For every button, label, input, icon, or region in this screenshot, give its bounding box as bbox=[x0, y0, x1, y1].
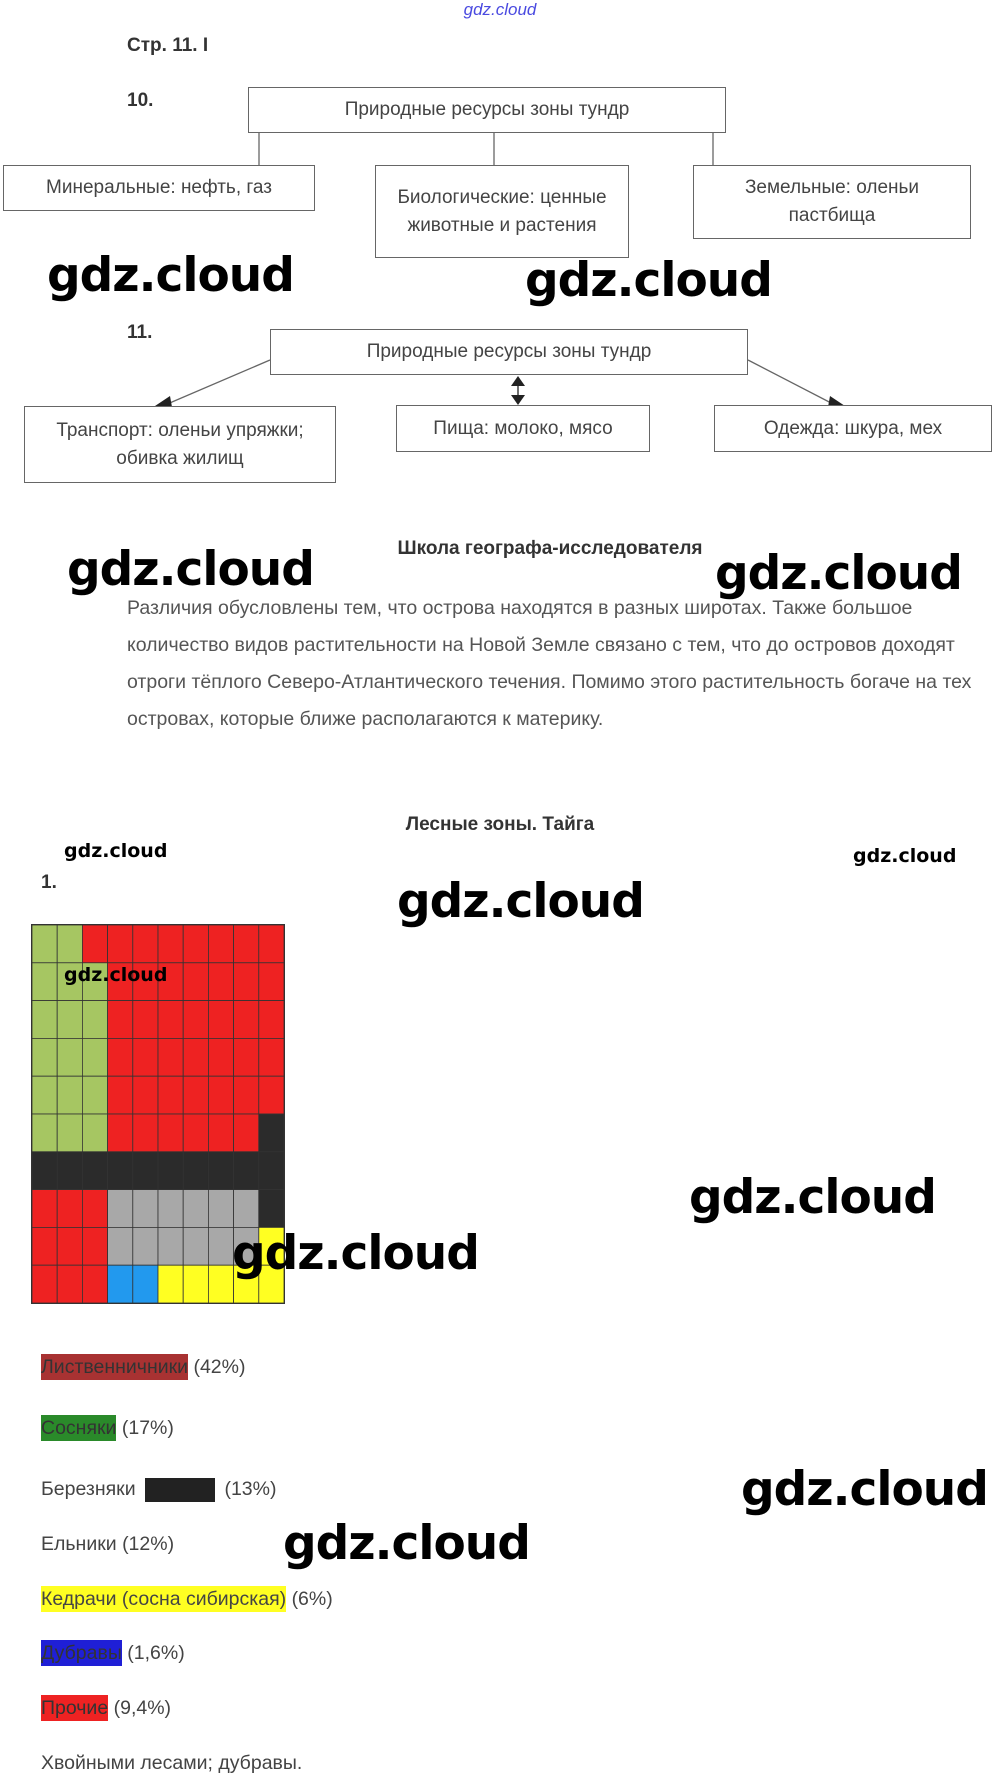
grid-cell-larch bbox=[133, 1114, 158, 1152]
grid-cell-larch bbox=[208, 1001, 233, 1039]
grid-cell-pine bbox=[82, 1001, 107, 1039]
legend-value: (6%) bbox=[291, 1588, 333, 1610]
grid-cell-larch bbox=[234, 1076, 259, 1114]
grid-cell-other bbox=[32, 1227, 57, 1265]
grid-cell-birch bbox=[259, 1114, 284, 1152]
watermark: gdz.cloud bbox=[525, 253, 772, 308]
grid-cell-other bbox=[82, 1227, 107, 1265]
watermark: gdz.cloud bbox=[67, 542, 314, 597]
grid-cell-cedar bbox=[183, 1265, 208, 1303]
grid-cell-spruce bbox=[208, 1190, 233, 1228]
grid-cell-cedar bbox=[208, 1265, 233, 1303]
legend-item-other bbox=[41, 1697, 171, 1720]
grid-cell-larch bbox=[234, 1038, 259, 1076]
watermark: gdz.cloud bbox=[47, 248, 294, 303]
grid-cell-larch bbox=[158, 1076, 183, 1114]
forest-answer: Хвойными лесами; дубравы. bbox=[41, 1752, 303, 1774]
grid-cell-larch bbox=[259, 1001, 284, 1039]
grid-cell-birch bbox=[32, 1152, 57, 1190]
grid-cell-larch bbox=[259, 1038, 284, 1076]
legend-item-pine bbox=[41, 1417, 174, 1440]
grid-cell-pine bbox=[32, 1001, 57, 1039]
task-10-number: 10. bbox=[127, 90, 154, 111]
grid-cell-other bbox=[57, 1190, 82, 1228]
grid-cell-birch bbox=[259, 1190, 284, 1228]
grid-cell-spruce bbox=[108, 1227, 133, 1265]
grid-cell-larch bbox=[108, 1076, 133, 1114]
grid-cell-other bbox=[57, 1265, 82, 1303]
grid-cell-larch bbox=[158, 1114, 183, 1152]
grid-cell-other bbox=[82, 1190, 107, 1228]
forest-heading: Лесные зоны. Тайга bbox=[405, 814, 595, 835]
forest-task-number: 1. bbox=[41, 872, 57, 893]
legend-label: Сосняки bbox=[41, 1417, 117, 1439]
task-10-mineral-box bbox=[3, 165, 315, 211]
grid-cell-other bbox=[82, 1265, 107, 1303]
task-10-root-label: Природные ресурсы зоны тундр bbox=[344, 99, 630, 120]
grid-cell-pine bbox=[32, 1076, 57, 1114]
watermark: gdz.cloud bbox=[741, 1462, 988, 1517]
grid-cell-pine bbox=[57, 1076, 82, 1114]
grid-cell-larch bbox=[183, 1038, 208, 1076]
task-10-root-box bbox=[248, 87, 726, 133]
legend-label: Прочие bbox=[41, 1697, 109, 1719]
task-11-transport-label: Транспорт: оленьи упряжки; обивка жилищ bbox=[56, 419, 304, 469]
school-heading: Школа географа-исследователя bbox=[397, 538, 703, 559]
task-11-food-label: Пища: молоко, мясо bbox=[433, 417, 613, 439]
watermark: gdz.cloud bbox=[397, 874, 644, 929]
grid-cell-larch bbox=[183, 963, 208, 1001]
legend-label: Кедрачи (сосна сибирская) bbox=[41, 1588, 287, 1610]
grid-cell-larch bbox=[183, 1076, 208, 1114]
grid-cell-larch bbox=[208, 1038, 233, 1076]
grid-cell-larch bbox=[234, 925, 259, 963]
watermark: gdz.cloud bbox=[283, 1516, 530, 1571]
grid-cell-pine bbox=[32, 1114, 57, 1152]
task-10-biological-label: Биологические: ценные животные и растения bbox=[397, 186, 607, 236]
grid-cell-pine bbox=[82, 1038, 107, 1076]
grid-cell-birch bbox=[57, 1152, 82, 1190]
legend-item-oak bbox=[41, 1642, 185, 1665]
task-11-root-box bbox=[270, 329, 748, 375]
grid-cell-larch bbox=[108, 1038, 133, 1076]
grid-cell-larch bbox=[158, 1001, 183, 1039]
grid-cell-larch bbox=[158, 925, 183, 963]
watermark: gdz.cloud bbox=[232, 1226, 479, 1281]
task-11-root-label: Природные ресурсы зоны тундр bbox=[366, 341, 652, 362]
grid-cell-larch bbox=[133, 1038, 158, 1076]
grid-cell-birch bbox=[133, 1152, 158, 1190]
legend-item-larch bbox=[41, 1356, 245, 1379]
grid-cell-larch bbox=[183, 1001, 208, 1039]
legend-label: Лиственничники bbox=[41, 1356, 189, 1378]
grid-cell-pine bbox=[57, 1001, 82, 1039]
watermark-small: gdz.cloud bbox=[64, 840, 168, 862]
watermark-small: gdz.cloud bbox=[853, 845, 957, 867]
grid-cell-larch bbox=[208, 925, 233, 963]
legend-label: Березняки bbox=[41, 1478, 136, 1501]
grid-cell-pine bbox=[82, 1114, 107, 1152]
grid-cell-other bbox=[32, 1265, 57, 1303]
task-10-biological-box bbox=[375, 165, 629, 258]
grid-cell-larch bbox=[234, 1001, 259, 1039]
grid-cell-larch bbox=[208, 963, 233, 1001]
grid-cell-pine bbox=[57, 1114, 82, 1152]
legend-value: (9,4%) bbox=[113, 1697, 172, 1719]
grid-cell-larch bbox=[183, 925, 208, 963]
grid-cell-larch bbox=[259, 963, 284, 1001]
grid-cell-larch bbox=[234, 1114, 259, 1152]
school-answer-text: Различия обусловлены тем, что острова находятся в разных широтах. Также большое количество видов растительности на Новой Земле связано с тем, что до островов доходят отроги тёплого Северо-Атлантического течения. Помимо этого растительность богаче на тех островах, которые ближе располагаются к материку. bbox=[127, 597, 972, 730]
grid-cell-larch bbox=[259, 1076, 284, 1114]
grid-cell-birch bbox=[82, 1152, 107, 1190]
grid-cell-pine bbox=[82, 1076, 107, 1114]
grid-cell-pine bbox=[32, 1038, 57, 1076]
grid-cell-larch bbox=[82, 925, 107, 963]
legend-value: (17%) bbox=[121, 1417, 174, 1439]
grid-cell-cedar bbox=[158, 1265, 183, 1303]
task-11-clothing-box bbox=[714, 405, 992, 452]
grid-cell-spruce bbox=[133, 1190, 158, 1228]
page-reference: Стр. 11. I bbox=[127, 35, 209, 56]
grid-cell-larch bbox=[208, 1114, 233, 1152]
legend-value: (13%) bbox=[224, 1478, 277, 1501]
grid-cell-spruce bbox=[158, 1190, 183, 1228]
watermark: gdz.cloud bbox=[715, 546, 962, 601]
grid-cell-larch bbox=[108, 1001, 133, 1039]
grid-cell-larch bbox=[183, 1114, 208, 1152]
grid-cell-larch bbox=[133, 1001, 158, 1039]
task-11-food-box bbox=[396, 405, 650, 452]
grid-cell-other bbox=[57, 1227, 82, 1265]
grid-cell-pine bbox=[57, 925, 82, 963]
grid-cell-spruce bbox=[183, 1227, 208, 1265]
grid-cell-birch bbox=[259, 1152, 284, 1190]
grid-cell-pine bbox=[57, 1038, 82, 1076]
legend-value: (12%) bbox=[122, 1533, 175, 1555]
watermark: gdz.cloud bbox=[689, 1170, 936, 1225]
grid-cell-birch bbox=[208, 1152, 233, 1190]
legend-value: (1,6%) bbox=[127, 1642, 185, 1664]
grid-cell-birch bbox=[234, 1152, 259, 1190]
grid-cell-spruce bbox=[108, 1190, 133, 1228]
task-10-land-box bbox=[693, 165, 971, 239]
grid-cell-larch bbox=[133, 1076, 158, 1114]
grid-cell-other bbox=[32, 1190, 57, 1228]
grid-cell-larch bbox=[259, 925, 284, 963]
legend-swatch bbox=[145, 1478, 215, 1502]
grid-cell-pine bbox=[32, 925, 57, 963]
grid-cell-larch bbox=[234, 963, 259, 1001]
grid-cell-larch bbox=[108, 1114, 133, 1152]
grid-cell-larch bbox=[208, 1076, 233, 1114]
watermark-small: gdz.cloud bbox=[64, 964, 168, 986]
grid-cell-spruce bbox=[183, 1190, 208, 1228]
legend-item-spruce bbox=[41, 1533, 174, 1556]
grid-cell-larch bbox=[108, 925, 133, 963]
grid-cell-oak bbox=[133, 1265, 158, 1303]
grid-cell-oak bbox=[108, 1265, 133, 1303]
grid-cell-spruce bbox=[158, 1227, 183, 1265]
legend-item-cedar bbox=[41, 1588, 333, 1611]
task-10-mineral-label: Минеральные: нефть, газ bbox=[46, 177, 272, 198]
top-watermark: gdz.cloud bbox=[463, 0, 537, 19]
grid-cell-birch bbox=[108, 1152, 133, 1190]
grid-cell-birch bbox=[183, 1152, 208, 1190]
grid-cell-spruce bbox=[133, 1227, 158, 1265]
legend-value: (42%) bbox=[193, 1356, 246, 1378]
legend-label: Дубравы bbox=[41, 1642, 122, 1664]
grid-cell-spruce bbox=[234, 1190, 259, 1228]
grid-cell-birch bbox=[158, 1152, 183, 1190]
task-11-clothing-label: Одежда: шкура, мех bbox=[763, 417, 943, 439]
grid-cell-larch bbox=[158, 1038, 183, 1076]
task-11-number: 11. bbox=[127, 322, 153, 343]
legend-item-birch bbox=[41, 1478, 276, 1502]
legend-label: Ельники bbox=[41, 1533, 117, 1555]
grid-cell-spruce bbox=[208, 1227, 233, 1265]
task-10-land-label: Земельные: оленьи пастбища bbox=[744, 177, 920, 226]
task-11-transport-box bbox=[24, 406, 336, 483]
grid-cell-larch bbox=[133, 925, 158, 963]
grid-cell-pine bbox=[32, 963, 57, 1001]
